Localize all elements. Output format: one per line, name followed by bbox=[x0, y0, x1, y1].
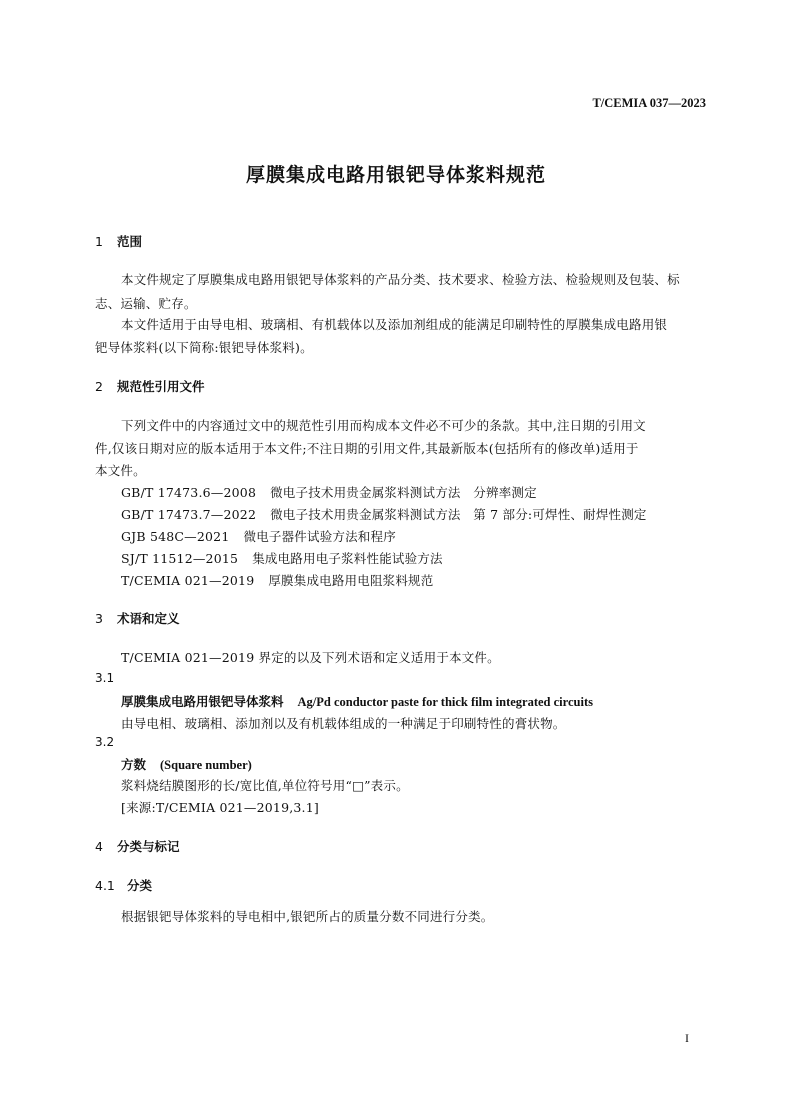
term-definition: 由导电相、玻璃相、添加剂以及有机载体组成的一种满足于印刷特性的膏状物。 bbox=[121, 716, 566, 731]
reference-title: 厚膜集成电路用电阻浆料规范 bbox=[268, 573, 434, 588]
section-3-heading bbox=[95, 609, 180, 627]
reference-item bbox=[121, 571, 433, 589]
paragraph-line: 件,仅该日期对应的版本适用于本文件;不注日期的引用文件,其最新版本(包括所有的修改单)适用于 bbox=[95, 441, 639, 456]
term-definition: 浆料烧结膜图形的长/宽比值,单位符号用“□”表示。 bbox=[121, 778, 409, 793]
subsection-number: 4.1 bbox=[95, 878, 115, 893]
section-title: 范围 bbox=[117, 234, 143, 249]
reference-item bbox=[121, 483, 537, 501]
subsection-title: 分类 bbox=[127, 878, 153, 893]
reference-title: 微电子技术用贵金属浆料测试方法 分辨率测定 bbox=[270, 485, 537, 500]
page-number: I bbox=[685, 1031, 689, 1045]
section-number: 1 bbox=[95, 234, 103, 249]
term-source: [来源:T/CEMIA 021—2019,3.1] bbox=[121, 800, 319, 815]
paragraph-line: 本文件规定了厚膜集成电路用银钯导体浆料的产品分类、技术要求、检验方法、检验规则及包装、标 bbox=[121, 272, 680, 287]
paragraph-line: 志、运输、贮存。 bbox=[95, 296, 197, 311]
section-number: 3 bbox=[95, 611, 103, 626]
reference-code: SJ/T 11512—2015 bbox=[121, 551, 239, 566]
section-title: 分类与标记 bbox=[117, 839, 180, 854]
clause-number: 3.1 bbox=[95, 671, 115, 685]
section-4-heading bbox=[95, 837, 180, 855]
paragraph-line: 下列文件中的内容通过文中的规范性引用而构成本文件必不可少的条款。其中,注日期的引用文 bbox=[121, 418, 646, 433]
paragraph-line: T/CEMIA 021—2019 界定的以及下列术语和定义适用于本文件。 bbox=[121, 650, 500, 665]
paragraph-line: 本文件适用于由导电相、玻璃相、有机载体以及添加剂组成的能满足印刷特性的厚膜集成电路用银 bbox=[121, 317, 668, 332]
term-english: Ag/Pd conductor paste for thick film integrated circuits bbox=[297, 695, 593, 709]
term-entry bbox=[121, 692, 593, 710]
standard-number: T/CEMIA 037—2023 bbox=[592, 96, 706, 110]
reference-code: GB/T 17473.6—2008 bbox=[121, 485, 257, 500]
reference-title: 微电子器件试验方法和程序 bbox=[243, 529, 396, 544]
reference-item bbox=[121, 549, 443, 567]
subsection-4-1-heading bbox=[95, 876, 152, 894]
section-number: 4 bbox=[95, 839, 103, 854]
term-english: (Square number) bbox=[160, 758, 252, 772]
term-chinese: 方数 bbox=[121, 757, 147, 772]
document-title: 厚膜集成电路用银钯导体浆料规范 bbox=[245, 164, 546, 186]
reference-item bbox=[121, 527, 396, 545]
section-title: 术语和定义 bbox=[117, 611, 180, 626]
reference-title: 集成电路用电子浆料性能试验方法 bbox=[252, 551, 443, 566]
reference-code: GB/T 17473.7—2022 bbox=[121, 507, 257, 522]
clause-number: 3.2 bbox=[95, 735, 115, 749]
paragraph-line: 根据银钯导体浆料的导电相中,银钯所占的质量分数不同进行分类。 bbox=[121, 909, 494, 924]
section-1-heading bbox=[95, 232, 142, 250]
term-chinese: 厚膜集成电路用银钯导体浆料 bbox=[121, 694, 284, 709]
paragraph-line: 钯导体浆料(以下简称:银钯导体浆料)。 bbox=[95, 340, 313, 355]
reference-code: GJB 548C—2021 bbox=[121, 529, 230, 544]
reference-item bbox=[121, 505, 647, 523]
term-entry bbox=[121, 755, 252, 773]
section-title: 规范性引用文件 bbox=[117, 379, 205, 394]
reference-title: 微电子技术用贵金属浆料测试方法 第 7 部分:可焊性、耐焊性测定 bbox=[270, 507, 647, 522]
section-2-heading bbox=[95, 377, 205, 395]
reference-code: T/CEMIA 021—2019 bbox=[121, 573, 255, 588]
section-number: 2 bbox=[95, 379, 103, 394]
paragraph-line: 本文件。 bbox=[95, 463, 146, 478]
